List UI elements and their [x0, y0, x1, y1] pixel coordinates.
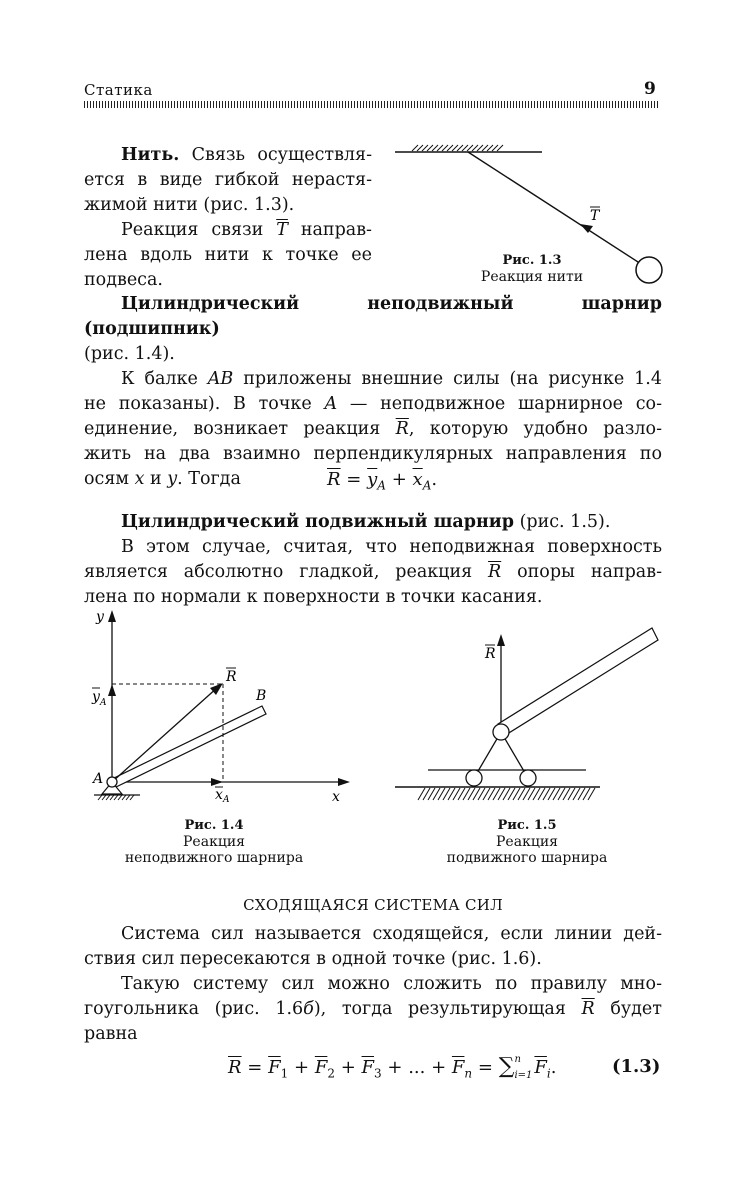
fig15-caption [427, 818, 627, 866]
movable-line-1: В этом случае, считая, что неподвижная поверхность [121, 537, 662, 557]
fig14-caption [104, 818, 324, 866]
fig13-caption [462, 253, 602, 285]
fig15-line2: Реакция [496, 834, 558, 850]
fixed-joint-heading: Цилиндрический неподвижный шарнир (подшипник) [84, 294, 662, 339]
ground-hatch [418, 788, 595, 800]
figure-1-4 [80, 605, 370, 810]
nit-line-6: подвеса. [84, 270, 163, 290]
xA-arrow-head [211, 778, 223, 786]
page-number: 9 [644, 79, 656, 99]
nit-line-1: Нить. Связь осуществля- [121, 145, 372, 165]
label-T: T [590, 208, 600, 224]
svg-text:A: A [223, 795, 230, 805]
equation-reaction-components: $\overline{R} = \overline{y}_A + \overline{x}_A$. [327, 469, 438, 493]
label-xA: x [215, 787, 223, 803]
fixed-line-4: жить на два взаимно перпендикулярных направления по [84, 444, 662, 464]
converging-line-2: ствия сил пересекаются в одной точке (рис. 1.6). [84, 949, 542, 969]
fig13-title: Реакция нити [480, 269, 584, 285]
equation-1-3: $\overline{R} = \overline{F}_1 + \overline{F}_2 + \overline{F}_3$ + ... + $\overline{F}_n$ = ∑ n i=1 $\overline{F}_i$. [228, 1054, 557, 1081]
beam-AB [112, 706, 266, 787]
label-R: R [485, 646, 496, 662]
label-B: B [256, 688, 267, 704]
y-axis-arrow [108, 610, 116, 622]
reaction-arrow-head [497, 634, 505, 646]
x-axis-label: x [332, 789, 340, 805]
fig15-line3: подвижного шарнира [446, 850, 608, 866]
yA-arrow-head [108, 684, 116, 696]
symbol-T: $\overline{T}$ [276, 220, 288, 240]
roller-right [520, 770, 536, 786]
hanging-ball [636, 257, 662, 283]
label-yA: y [92, 689, 100, 705]
fig14-line3: неподвижного шарнира [124, 850, 304, 866]
equation-number: (1.3) [612, 1056, 661, 1077]
beam [498, 628, 658, 736]
y-axis-label: y [96, 609, 104, 625]
movable-line-0: Цилиндрический подвижный шарнир (рис. 1.5). [121, 512, 611, 532]
label-A: A [93, 771, 104, 787]
pin [493, 724, 509, 740]
section-title-converging: СХОДЯЩАЯСЯ СИСТЕМА СИЛ [243, 896, 503, 914]
support-hatch [98, 795, 134, 800]
fig14-number: Рис. 1.4 [184, 818, 244, 833]
roller-left [466, 770, 482, 786]
fixed-line-3: единение, возникает реакция $\overline{R}$, которую удобно разло- [84, 419, 662, 439]
fig14-line2: Реакция [183, 834, 245, 850]
nit-paragraph [84, 143, 372, 293]
fig13-number: Рис. 1.3 [502, 253, 562, 268]
nit-line-2: ется в виде гибкой нерастя- [84, 170, 372, 190]
nit-line-3: жимой нити (рис. 1.3). [84, 195, 295, 215]
fixed-joint-ref: (рис. 1.4). [84, 344, 175, 364]
svg-text:A: A [100, 698, 107, 708]
movable-joint-section [84, 510, 662, 610]
movable-line-2: является абсолютно гладкой, реакция $\overline{R}$ опоры направ- [84, 562, 662, 582]
nit-heading: Нить. [121, 145, 180, 165]
converging-line-5: равна [84, 1024, 138, 1044]
movable-line-3: лена по нормали к поверхности в точки касания. [84, 587, 543, 607]
pin-A [107, 777, 117, 787]
converging-paragraph [84, 922, 662, 1047]
thread-line [468, 152, 638, 262]
label-R: R [226, 669, 237, 685]
fixed-line-5: осям x и y. Тогда [84, 469, 241, 489]
fig15-number: Рис. 1.5 [497, 818, 557, 833]
figure-1-5 [390, 620, 670, 810]
sum-sign: ∑ [498, 1054, 515, 1079]
header-rule [84, 101, 660, 108]
running-header-section: Статика [84, 81, 153, 99]
converging-line-4: гоугольника (рис. 1.6б), тогда результирующая $\overline{R}$ будет [84, 999, 662, 1019]
converging-line-1: Система сил называется сходящейся, если линии дей- [121, 924, 662, 944]
converging-line-3: Такую систему сил можно сложить по правилу мно- [121, 974, 662, 994]
x-axis-arrow [338, 778, 350, 786]
ceiling-hatch [395, 145, 542, 152]
movable-joint-heading: Цилиндрический подвижный шарнир [121, 512, 514, 532]
fixed-line-2: не показаны). В точке A — неподвижное шарнирное со- [84, 394, 662, 414]
nit-line-4: Реакция связи $\overline{T}$ направ- [121, 220, 372, 240]
nit-line-5: лена вдоль нити к точке ее [84, 245, 372, 265]
fixed-joint-section [84, 292, 662, 492]
fixed-line-1: К балке AB приложены внешние силы (на рисунке 1.4 [121, 369, 662, 389]
